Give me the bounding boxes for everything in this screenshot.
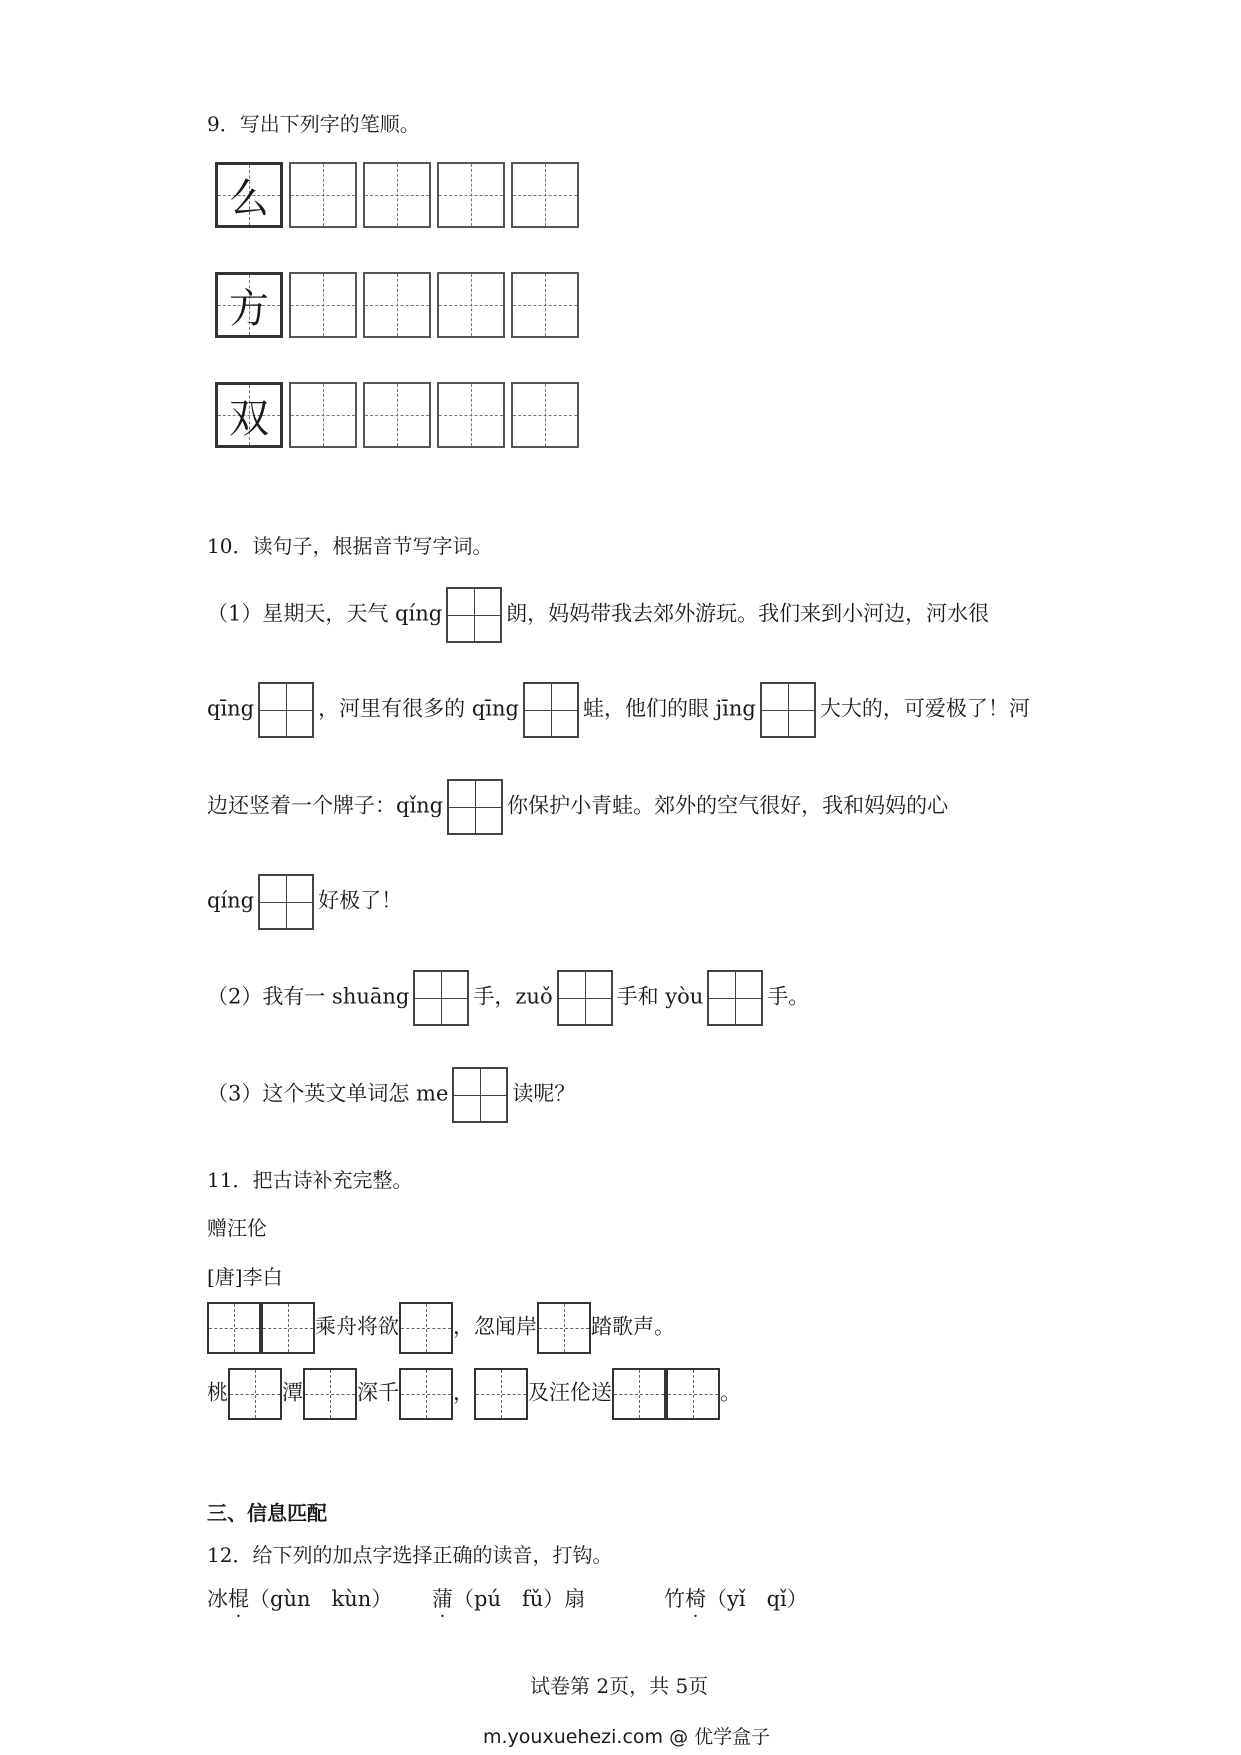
- q9-title: 9．写出下列字的笔顺。: [207, 112, 420, 136]
- write-cell[interactable]: [511, 382, 579, 448]
- text: ，: [453, 1380, 474, 1405]
- q12-item-3: [664, 1583, 808, 1613]
- write-cell[interactable]: [363, 272, 431, 338]
- poem-line-1: [207, 1302, 675, 1354]
- text: （3）这个英文单词怎 me: [207, 1081, 449, 1106]
- text: 及汪伦送: [528, 1380, 612, 1405]
- write-cell[interactable]: [363, 382, 431, 448]
- text: 桃: [207, 1380, 228, 1405]
- poem-box[interactable]: [612, 1368, 666, 1420]
- q11-title: 11．把古诗补充完整。: [207, 1168, 413, 1192]
- poem-box[interactable]: [261, 1302, 315, 1354]
- footer-watermark[interactable]: m.youxuehezi.com @ 优学盒子: [483, 1726, 771, 1748]
- write-cell[interactable]: [437, 382, 505, 448]
- answer-box[interactable]: [557, 970, 613, 1026]
- write-cell[interactable]: [511, 162, 579, 228]
- text: 深千: [357, 1380, 399, 1405]
- q12-item-1: [207, 1583, 392, 1613]
- pinyin-options[interactable]: （gùn kùn）: [249, 1587, 393, 1611]
- text: ，河里有很多的 qīng: [318, 696, 519, 721]
- text: 你保护小青蛙。郊外的空气很好，我和妈妈的心: [507, 793, 949, 818]
- q12-item-2: [432, 1583, 585, 1613]
- answer-box[interactable]: [760, 682, 816, 738]
- q10-p1-line1: [207, 587, 989, 643]
- answer-box[interactable]: [446, 587, 502, 643]
- stroke-grid-row-1: [215, 162, 579, 228]
- text: 竹: [664, 1587, 685, 1611]
- text: ，忽闻岸: [453, 1314, 537, 1339]
- model-char-cell: 方: [215, 272, 283, 338]
- q10-p2-line: [207, 970, 809, 1026]
- text: 朗，妈妈带我去郊外游玩。我们来到小河边，河水很: [506, 601, 990, 626]
- text: 好极了！: [318, 888, 403, 913]
- poem-box[interactable]: [474, 1368, 528, 1420]
- answer-box[interactable]: [707, 970, 763, 1026]
- text: 边还竖着一个牌子：qǐng: [207, 793, 444, 818]
- text: qíng: [207, 888, 255, 913]
- write-cell[interactable]: [511, 272, 579, 338]
- poem-box[interactable]: [207, 1302, 261, 1354]
- q10-p1-line4: [207, 874, 402, 930]
- text: 冰: [207, 1587, 228, 1611]
- write-cell[interactable]: [289, 382, 357, 448]
- answer-box[interactable]: [447, 779, 503, 835]
- stroke-grid-row-2: [215, 272, 579, 338]
- text: 手，zuǒ: [473, 984, 553, 1009]
- text: 乘舟将欲: [315, 1314, 399, 1339]
- poem-box[interactable]: [303, 1368, 357, 1420]
- q10-p1-line2: [207, 682, 1030, 738]
- write-cell[interactable]: [289, 272, 357, 338]
- pinyin-options[interactable]: （pú fǔ）扇: [453, 1587, 586, 1611]
- poem-line-2: [207, 1368, 741, 1420]
- text: 大大的，可爱极了！河: [819, 696, 1030, 721]
- text: qīng: [207, 696, 255, 721]
- text: （1）星期天，天气 qíng: [207, 601, 443, 626]
- text: 潭: [282, 1380, 303, 1405]
- poem-box[interactable]: [228, 1368, 282, 1420]
- page-number: 试卷第 2页，共 5页: [530, 1674, 709, 1698]
- write-cell[interactable]: [289, 162, 357, 228]
- q10-p1-line3: [207, 779, 948, 835]
- dotted-char: 椅: [685, 1587, 706, 1611]
- section-title: 三、信息匹配: [207, 1501, 327, 1525]
- text: （2）我有一 shuāng: [207, 984, 410, 1009]
- answer-box[interactable]: [523, 682, 579, 738]
- q10-title: 10．读句子，根据音节写字词。: [207, 534, 493, 558]
- write-cell[interactable]: [437, 272, 505, 338]
- poem-author: [唐]李白: [207, 1265, 283, 1289]
- poem-box[interactable]: [399, 1302, 453, 1354]
- text: 。: [720, 1380, 741, 1405]
- poem-box[interactable]: [537, 1302, 591, 1354]
- dotted-char: 蒲: [432, 1587, 453, 1611]
- dotted-char: 棍: [228, 1587, 249, 1611]
- text: 蛙，他们的眼 jīng: [582, 696, 756, 721]
- poem-box[interactable]: [666, 1368, 720, 1420]
- answer-box[interactable]: [413, 970, 469, 1026]
- model-char-cell: 双: [215, 382, 283, 448]
- model-char-cell: 么: [215, 162, 283, 228]
- q10-p3-line: [207, 1067, 575, 1123]
- answer-box[interactable]: [258, 874, 314, 930]
- q12-title: 12．给下列的加点字选择正确的读音，打钩。: [207, 1543, 613, 1567]
- text: 手。: [767, 984, 810, 1009]
- text: 踏歌声。: [591, 1314, 675, 1339]
- poem-title: 赠汪伦: [207, 1216, 267, 1240]
- answer-box[interactable]: [452, 1067, 508, 1123]
- poem-box[interactable]: [399, 1368, 453, 1420]
- stroke-grid-row-3: [215, 382, 579, 448]
- write-cell[interactable]: [363, 162, 431, 228]
- text: 手和 yòu: [616, 984, 704, 1009]
- text: 读呢？: [512, 1081, 576, 1106]
- write-cell[interactable]: [437, 162, 505, 228]
- pinyin-options[interactable]: （yǐ qǐ）: [706, 1587, 808, 1611]
- answer-box[interactable]: [258, 682, 314, 738]
